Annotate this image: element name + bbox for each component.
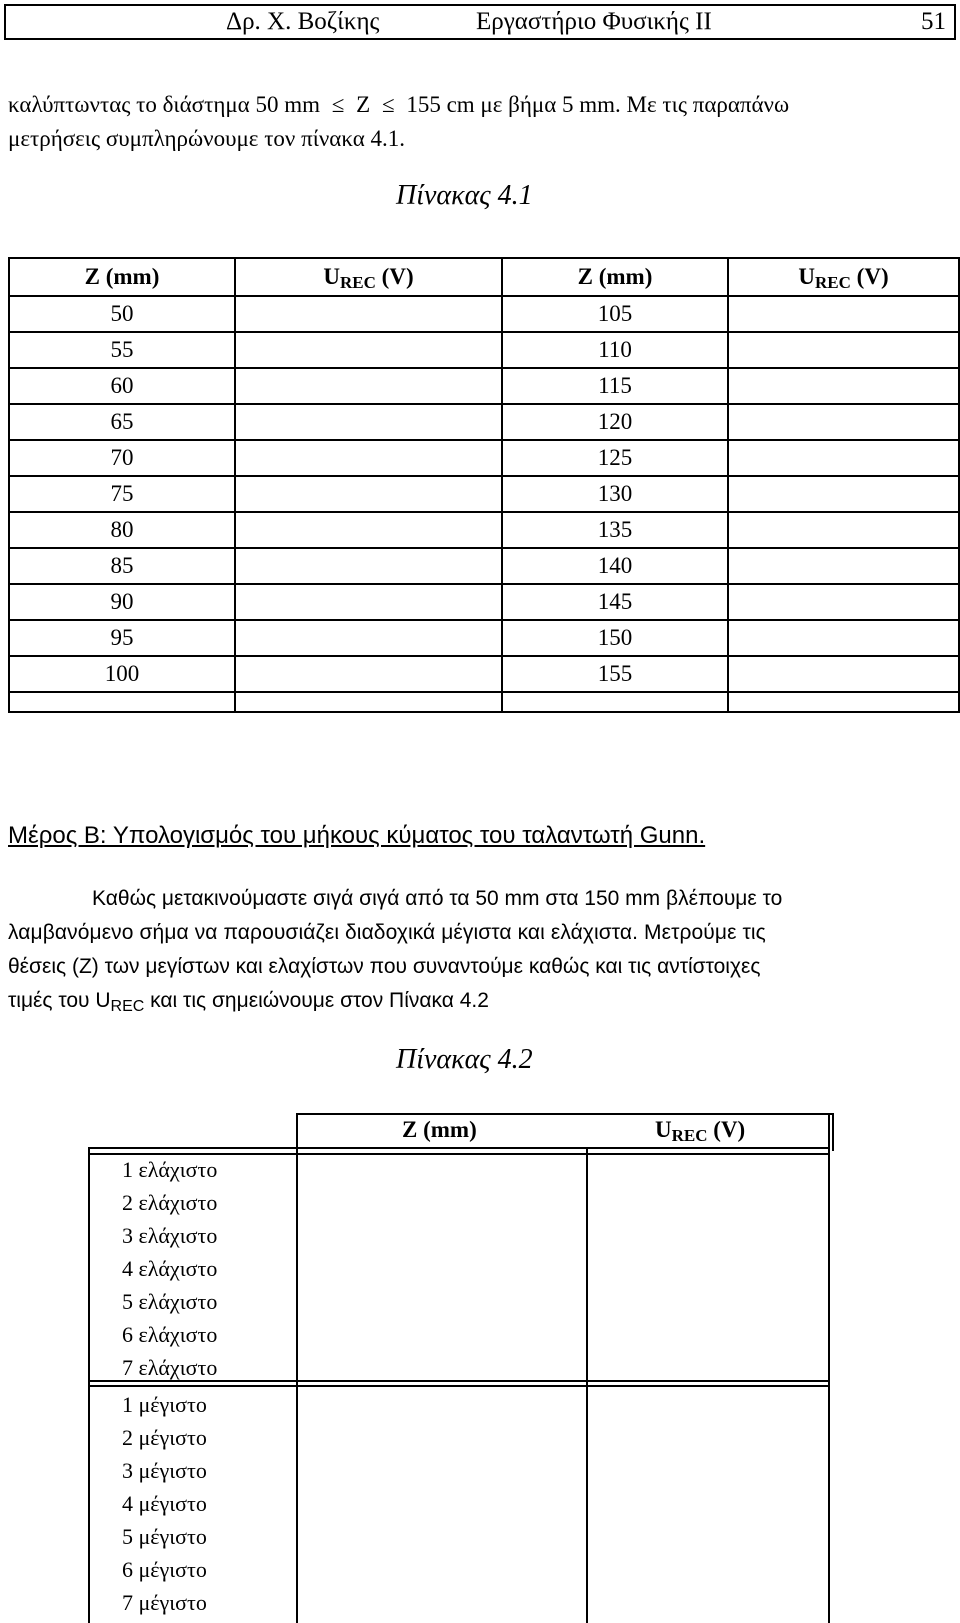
table1-z-left: 50 bbox=[9, 296, 235, 332]
table2-header-box bbox=[296, 1113, 834, 1151]
table1-u-left bbox=[235, 620, 502, 656]
intro-line-2: μετρήσεις συμπληρώνουμε τον πίνακα 4.1. bbox=[8, 126, 406, 151]
table1-header-u-left: UREC (V) bbox=[235, 258, 502, 296]
table1-u-right bbox=[728, 332, 959, 368]
table1-z-left: 100 bbox=[9, 656, 235, 692]
table1-z-right: 135 bbox=[502, 512, 728, 548]
table-row bbox=[9, 332, 959, 368]
header-course: Εργαστήριο Φυσικής ΙΙ bbox=[476, 8, 712, 35]
table-row bbox=[9, 620, 959, 656]
table1-u-right bbox=[728, 656, 959, 692]
table1-z-right: 105 bbox=[502, 296, 728, 332]
table2-mid-double-line-2 bbox=[88, 1385, 830, 1387]
table1-title: Πίνακας 4.1 bbox=[396, 180, 533, 211]
section-b-line-4: τιμές του UREC και τις σημειώνουμε στον Πίνακα 4.2 bbox=[8, 989, 489, 1015]
table1-u-right bbox=[728, 548, 959, 584]
table1-u-left bbox=[235, 476, 502, 512]
table-row bbox=[9, 512, 959, 548]
table1-z-right: 115 bbox=[502, 368, 728, 404]
table-row bbox=[9, 296, 959, 332]
table1-z-left: 75 bbox=[9, 476, 235, 512]
table-row bbox=[9, 368, 959, 404]
table1-u-left bbox=[235, 440, 502, 476]
table1-u-right bbox=[728, 440, 959, 476]
table1-z-right: 145 bbox=[502, 584, 728, 620]
table1-header-z-left: Z (mm) bbox=[9, 258, 235, 296]
table1-z-left: 85 bbox=[9, 548, 235, 584]
table2-row-label: 5 μέγιστο bbox=[122, 1524, 207, 1549]
table-row bbox=[9, 584, 959, 620]
table2-title: Πίνακας 4.2 bbox=[396, 1044, 533, 1075]
page-header bbox=[4, 4, 956, 40]
table2-row-label: 7 ελάχιστο bbox=[122, 1355, 218, 1380]
table2-row-label: 2 μέγιστο bbox=[122, 1425, 207, 1450]
table1-z-right: 140 bbox=[502, 548, 728, 584]
table2-row-label: 3 μέγιστο bbox=[122, 1458, 207, 1483]
section-b-heading: Μέρος Β: Υπολογισμός του μήκους κύματος του ταλαντωτή Gunn. bbox=[8, 822, 706, 849]
table1-u-left bbox=[235, 584, 502, 620]
table-row-empty bbox=[9, 692, 959, 712]
table1-u-right bbox=[728, 296, 959, 332]
table2-row-label: 2 ελάχιστο bbox=[122, 1190, 218, 1215]
intro-text-b: 155 cm με βήμα 5 mm. Με τις παραπάνω bbox=[406, 92, 790, 117]
leq-symbol: ≤ bbox=[381, 92, 395, 117]
section-b-line-2: λαμβανόμενο σήμα να παρουσιάζει διαδοχικά μέγιστα και ελάχιστα. Μετρούμε τις bbox=[8, 921, 766, 944]
table1-empty-cell bbox=[9, 692, 235, 712]
table1-u-right bbox=[728, 512, 959, 548]
table-row bbox=[9, 548, 959, 584]
section-b-line-3: θέσεις (Ζ) των μεγίστων και ελαχίστων που συναντούμε καθώς και τις αντίστοιχες bbox=[8, 955, 761, 978]
intro-text-a: καλύπτωντας το διάστημα 50 mm bbox=[8, 92, 321, 117]
table1-header-row bbox=[9, 258, 959, 296]
table1-empty-cell bbox=[235, 692, 502, 712]
table1-z-left: 60 bbox=[9, 368, 235, 404]
table1-z-right: 120 bbox=[502, 404, 728, 440]
table1-u-left bbox=[235, 332, 502, 368]
table2-row-label: 1 μέγιστο bbox=[122, 1392, 207, 1417]
section-b-line-1: Καθώς μετακινούμαστε σιγά σιγά από τα 50 mm στα 150 mm βλέπουμε το bbox=[92, 887, 783, 910]
table2-top-double-line-2 bbox=[88, 1153, 830, 1155]
table1-z-right: 155 bbox=[502, 656, 728, 692]
table-row bbox=[9, 656, 959, 692]
table1-z-left: 95 bbox=[9, 620, 235, 656]
table1-z-left: 80 bbox=[9, 512, 235, 548]
table2-header-u: UREC (V) bbox=[655, 1117, 746, 1145]
table-row bbox=[9, 440, 959, 476]
table2-vline-mid1 bbox=[296, 1113, 298, 1623]
table1-u-left bbox=[235, 512, 502, 548]
table1-u-left bbox=[235, 548, 502, 584]
table1-header-z-right: Z (mm) bbox=[502, 258, 728, 296]
table1-u-right bbox=[728, 404, 959, 440]
table1-u-right bbox=[728, 620, 959, 656]
header-page-number: 51 bbox=[921, 8, 946, 35]
table1-u-right bbox=[728, 584, 959, 620]
table1-header-u-right: UREC (V) bbox=[728, 258, 959, 296]
intro-z: Z bbox=[356, 92, 371, 117]
table1-z-right: 130 bbox=[502, 476, 728, 512]
table1-z-left: 90 bbox=[9, 584, 235, 620]
table1-empty-cell bbox=[502, 692, 728, 712]
table2-row-label: 3 ελάχιστο bbox=[122, 1223, 218, 1248]
table1-z-right: 110 bbox=[502, 332, 728, 368]
table1-z-right: 125 bbox=[502, 440, 728, 476]
table1-u-right bbox=[728, 476, 959, 512]
table1-z-left: 55 bbox=[9, 332, 235, 368]
table2-header-z: Z (mm) bbox=[402, 1117, 477, 1142]
table2-row-label: 1 ελάχιστο bbox=[122, 1157, 218, 1182]
table1-z-right: 150 bbox=[502, 620, 728, 656]
table2-row-label: 6 ελάχιστο bbox=[122, 1322, 218, 1347]
table2-row-label: 7 μέγιστο bbox=[122, 1590, 207, 1615]
table2-vline-right bbox=[828, 1113, 830, 1623]
table1-z-left: 65 bbox=[9, 404, 235, 440]
table1-empty-cell bbox=[728, 692, 959, 712]
table1-z-left: 70 bbox=[9, 440, 235, 476]
table1-u-left bbox=[235, 656, 502, 692]
table2-row-label: 6 μέγιστο bbox=[122, 1557, 207, 1582]
table2-top-double-line bbox=[88, 1147, 830, 1149]
leq-symbol: ≤ bbox=[331, 92, 345, 117]
table2-row-label: 4 μέγιστο bbox=[122, 1491, 207, 1516]
table2-row-label: 4 ελάχιστο bbox=[122, 1256, 218, 1281]
header-author: Δρ. Χ. Βοζίκης bbox=[226, 8, 380, 35]
table1-u-left bbox=[235, 404, 502, 440]
table-row bbox=[9, 476, 959, 512]
table-row bbox=[9, 404, 959, 440]
table1-u-left bbox=[235, 296, 502, 332]
table1-u-right bbox=[728, 368, 959, 404]
table-4-1 bbox=[8, 257, 960, 713]
table1-u-left bbox=[235, 368, 502, 404]
table2-row-label: 5 ελάχιστο bbox=[122, 1289, 218, 1314]
intro-line-1 bbox=[8, 88, 958, 122]
